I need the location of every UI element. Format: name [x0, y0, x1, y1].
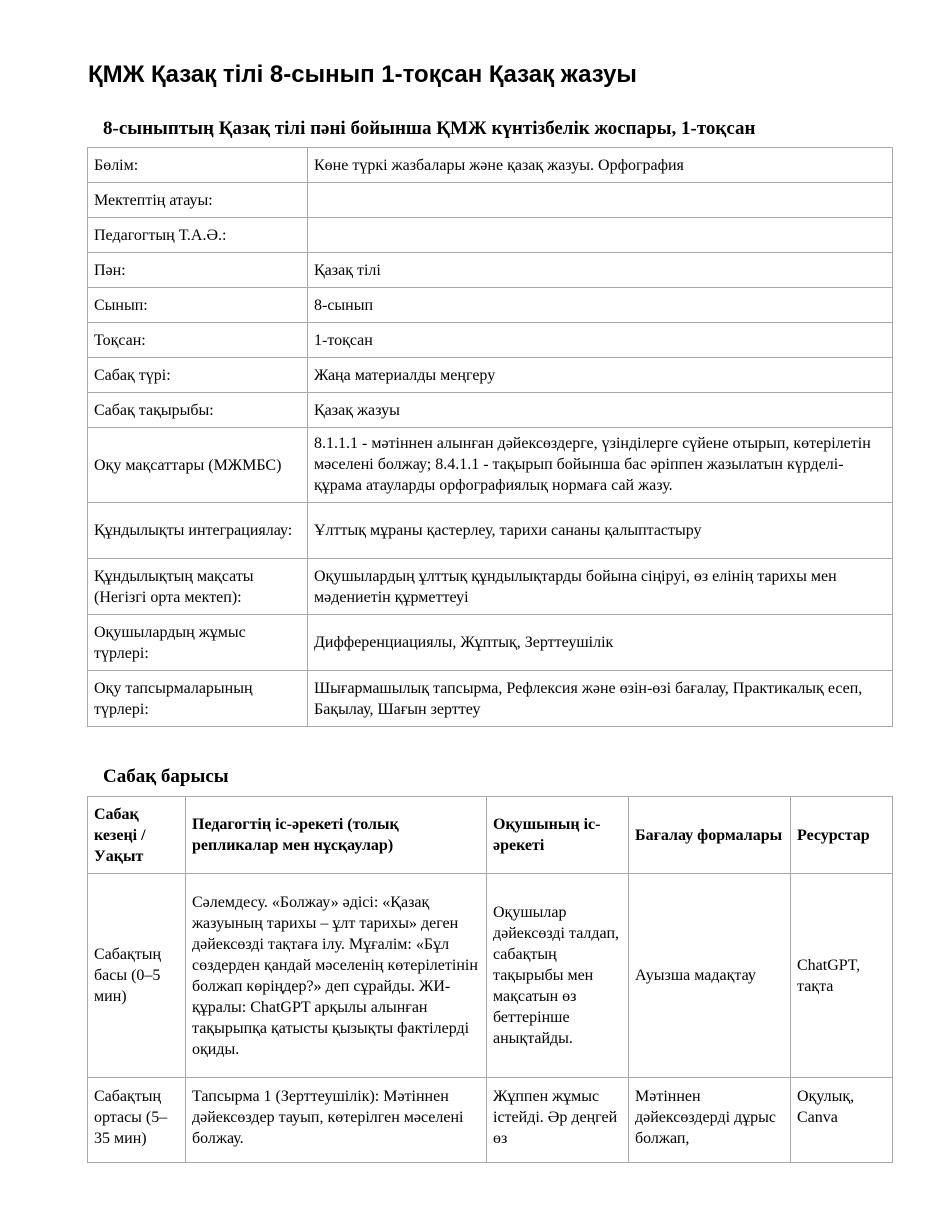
page-title: ҚМЖ Қазақ тілі 8-сынып 1-тоқсан Қазақ жазуы — [88, 61, 637, 88]
info-row-value-goal — [88, 559, 893, 615]
info-row-lesson-topic — [88, 393, 893, 428]
student-activity-cell: Жұппен жұмыс істейді. Әр деңгей өз — [487, 1078, 629, 1163]
info-row-section — [88, 148, 893, 183]
info-row-school — [88, 183, 893, 218]
column-header-student-activity: Оқушының іс-әрекеті — [487, 797, 629, 874]
info-value: Ұлттық мұраны қастерлеу, тарихи сананы қалыптастыру — [308, 503, 893, 559]
info-row-subject — [88, 253, 893, 288]
info-value: Шығармашылық тапсырма, Рефлексия және өзін-өзі бағалау, Практикалық есеп, Бақылау, Шағын зерттеу — [308, 671, 893, 727]
column-header-teacher-activity: Педагогтің іс-әрекеті (толық репликалар мен нұсқаулар) — [186, 797, 487, 874]
info-label: Сынып: — [88, 288, 308, 323]
info-value: 8.1.1.1 - мәтіннен алынған дәйексөздерге, үзінділерге сүйене отырып, көтерілетін мәселені болжау; 8.4.1.1 - тақырып бойынша бас әріппен жазылатын күрделі-құрама атауларды орфографиялық нормаға сай жазу. — [308, 428, 893, 503]
info-label: Оқушылардың жұмыс түрлері: — [88, 615, 308, 671]
info-row-quarter — [88, 323, 893, 358]
info-value: Оқушылардың ұлттық құндылықтарды бойына сіңіруі, өз елінің тарихы мен мәдениетін құрметтеуі — [308, 559, 893, 615]
info-label: Сабақ түрі: — [88, 358, 308, 393]
resources-cell: Оқулық, Canva — [791, 1078, 893, 1163]
info-value — [308, 218, 893, 253]
info-row-lesson-type — [88, 358, 893, 393]
info-value: 8-сынып — [308, 288, 893, 323]
teacher-activity-cell: Сәлемдесу. «Болжау» әдісі: «Қазақ жазуының тарихы – ұлт тарихы» деген дәйексөзді тақтаға ілу. Мұғалім: «Бұл сөздерден қандай мәселенің көтерілетінін болжап көріңдер?» деп сұрайды. ЖИ-құралы: ChatGPT арқылы алынған тақырыпқа қатысты қызықты фактілерді оқиды. — [186, 874, 487, 1078]
info-value — [308, 183, 893, 218]
info-row-work-types — [88, 615, 893, 671]
info-label: Сабақ тақырыбы: — [88, 393, 308, 428]
assessment-cell: Ауызша мадақтау — [629, 874, 791, 1078]
column-header-stage: Сабақ кезеңі / Уақыт — [88, 797, 186, 874]
resources-cell: ChatGPT, тақта — [791, 874, 893, 1078]
info-row-grade — [88, 288, 893, 323]
info-value: Дифференциациялы, Жұптық, Зерттеушілік — [308, 615, 893, 671]
lesson-flow-table — [87, 796, 893, 1163]
info-label: Пән: — [88, 253, 308, 288]
info-label: Құндылықты интеграциялау: — [88, 503, 308, 559]
lesson-info-table — [87, 147, 893, 727]
info-label: Құндылықтың мақсаты (Негізгі орта мектеп): — [88, 559, 308, 615]
info-label: Мектептің атауы: — [88, 183, 308, 218]
table-row — [88, 1078, 893, 1163]
stage-cell: Сабақтың ортасы (5–35 мин) — [88, 1078, 186, 1163]
lesson-flow-title: Сабақ барысы — [103, 766, 229, 787]
info-section-title: 8-сыныптың Қазақ тілі пәні бойынша ҚМЖ күнтізбелік жоспары, 1-тоқсан — [103, 118, 756, 139]
info-row-value-integration — [88, 503, 893, 559]
info-value: Қазақ тілі — [308, 253, 893, 288]
student-activity-cell: Оқушылар дәйексөзді талдап, сабақтың тақырыбы мен мақсатын өз беттерінше анықтайды. — [487, 874, 629, 1078]
stage-cell: Сабақтың басы (0–5 мин) — [88, 874, 186, 1078]
info-label: Бөлім: — [88, 148, 308, 183]
info-value: Жаңа материалды меңгеру — [308, 358, 893, 393]
assessment-cell: Мәтіннен дәйексөздерді дұрыс болжап, — [629, 1078, 791, 1163]
column-header-assessment: Бағалау формалары — [629, 797, 791, 874]
info-label: Тоқсан: — [88, 323, 308, 358]
info-row-learning-objectives — [88, 428, 893, 503]
column-header-resources: Ресурстар — [791, 797, 893, 874]
table-row — [88, 874, 893, 1078]
info-value: Қазақ жазуы — [308, 393, 893, 428]
info-value: Көне түркі жазбалары және қазақ жазуы. Орфография — [308, 148, 893, 183]
info-row-task-types — [88, 671, 893, 727]
info-row-teacher — [88, 218, 893, 253]
info-label: Педагогтың Т.А.Ә.: — [88, 218, 308, 253]
info-value: 1-тоқсан — [308, 323, 893, 358]
teacher-activity-cell: Тапсырма 1 (Зерттеушілік): Мәтіннен дәйексөздер тауып, көтерілген мәселені болжау. — [186, 1078, 487, 1163]
lesson-header-row — [88, 797, 893, 874]
info-label: Оқу мақсаттары (МЖМБС) — [88, 428, 308, 503]
info-label: Оқу тапсырмаларының түрлері: — [88, 671, 308, 727]
